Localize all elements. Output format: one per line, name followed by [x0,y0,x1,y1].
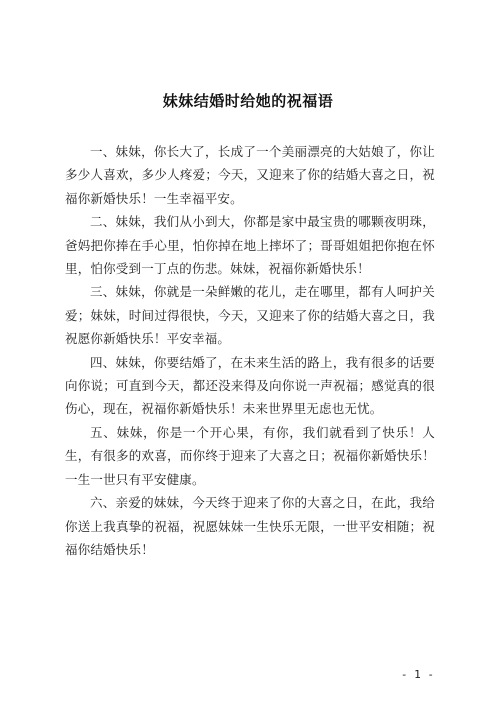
paragraph-5: 五、妹妹，你是一个开心果，有你，我们就看到了快乐！人生，有很多的欢喜，而你终于迎来了大喜之日；祝福你新婚快乐！一生一世只有平安健康。 [65,424,435,487]
document-body [65,140,435,561]
page-number: - 1 - [400,668,434,681]
paragraph-3: 三、妹妹，你就是一朵鲜嫩的花儿，走在哪里，都有人呵护关爱；妹妹，时间过得很快，今天，又迎来了你的结婚大喜之日，我祝愿你新婚快乐！平安幸福。 [65,284,435,347]
paragraph-2: 二、妹妹，我们从小到大，你都是家中最宝贵的哪颗夜明珠，爸妈把你捧在手心里，怕你掉在地上摔坏了；哥哥姐姐把你抱在怀里，怕你受到一丁点的伤悲。妹妹，祝福你新婚快乐！ [65,214,435,277]
document-title: 妹妹结婚时给她的祝福语 [162,92,334,110]
paragraph-4: 四、妹妹，你要结婚了，在未来生活的路上，我有很多的话要向你说；可直到今天，都还没来得及向你说一声祝福；感觉真的很伤心，现在，祝福你新婚快乐！未来世界里无虑也无忧。 [65,354,435,417]
paragraph-6: 六、亲爱的妹妹，今天终于迎来了你的大喜之日，在此，我给你送上我真挚的祝福，祝愿妹妹一生快乐无限，一世平安相随；祝福你结婚快乐！ [65,495,435,557]
paragraph-1: 一、妹妹，你长大了，长成了一个美丽漂亮的大姑娘了，你让多少人喜欢，多少人疼爱；今天，又迎来了你的结婚大喜之日，祝福你新婚快乐！一生幸福平安。 [65,144,435,206]
